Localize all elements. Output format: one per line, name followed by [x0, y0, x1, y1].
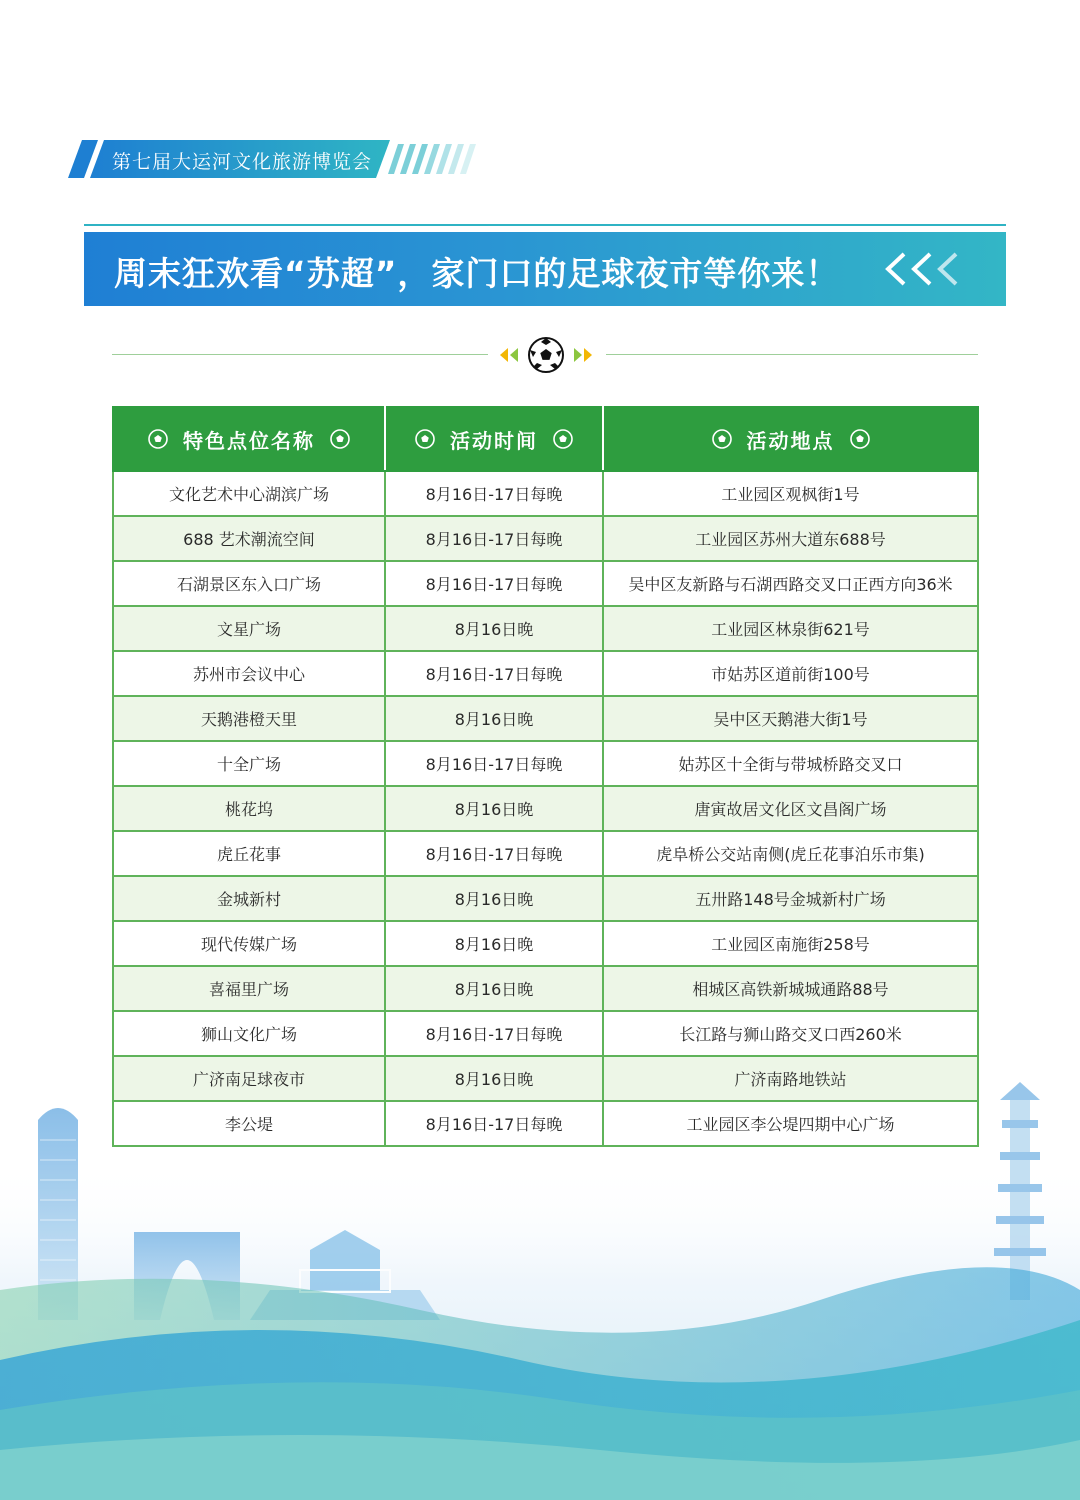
cell-name: 桃花坞 [113, 786, 385, 831]
cell-time: 8月16日晚 [385, 876, 603, 921]
soccer-ball-icon [414, 428, 436, 450]
cell-name: 喜福里广场 [113, 966, 385, 1011]
cell-time: 8月16日-17日每晚 [385, 741, 603, 786]
soccer-ball-icon [552, 428, 574, 450]
cell-place: 唐寅故居文化区文昌阁广场 [603, 786, 978, 831]
cell-time: 8月16日-17日每晚 [385, 561, 603, 606]
cell-name: 天鹅港橙天里 [113, 696, 385, 741]
soccer-ball-icon [711, 428, 733, 450]
cell-place: 吴中区友新路与石湖西路交叉口正西方向36米 [603, 561, 978, 606]
chevrons-left-icon [882, 250, 966, 288]
cell-name: 十全广场 [113, 741, 385, 786]
venue-table [112, 406, 977, 1147]
cell-name: 688 艺术潮流空间 [113, 516, 385, 561]
cell-name: 广济南足球夜市 [113, 1056, 385, 1101]
banner-top-line [84, 224, 1006, 226]
cell-time: 8月16日-17日每晚 [385, 1011, 603, 1056]
header-location [603, 407, 978, 471]
cell-time: 8月16日-17日每晚 [385, 1101, 603, 1146]
cell-time: 8月16日晚 [385, 786, 603, 831]
table-row [113, 876, 978, 921]
cell-place: 长江路与狮山路交叉口西260米 [603, 1011, 978, 1056]
table-row [113, 606, 978, 651]
table-row [113, 741, 978, 786]
event-tag [68, 140, 478, 178]
banner-title: 周末狂欢看“苏超”，家门口的足球夜市等你来！ [114, 254, 840, 293]
cell-name: 金城新村 [113, 876, 385, 921]
table-row [113, 921, 978, 966]
table-row [113, 966, 978, 1011]
cell-time: 8月16日-17日每晚 [385, 471, 603, 516]
cell-name: 虎丘花事 [113, 831, 385, 876]
title-banner [84, 232, 1006, 306]
cell-name: 狮山文化广场 [113, 1011, 385, 1056]
cell-time: 8月16日晚 [385, 696, 603, 741]
cell-place: 工业园区林泉街621号 [603, 606, 978, 651]
cell-place: 姑苏区十全街与带城桥路交叉口 [603, 741, 978, 786]
divider-ornament [496, 334, 596, 376]
cell-time: 8月16日-17日每晚 [385, 831, 603, 876]
table-row [113, 561, 978, 606]
cell-time: 8月16日-17日每晚 [385, 516, 603, 561]
cell-place: 工业园区李公堤四期中心广场 [603, 1101, 978, 1146]
soccer-ball-icon [329, 428, 351, 450]
arrow-left-icon [500, 348, 508, 362]
cell-name: 现代传媒广场 [113, 921, 385, 966]
cell-place: 工业园区观枫街1号 [603, 471, 978, 516]
divider-line-right [606, 354, 978, 355]
header-time [385, 407, 603, 471]
table-header-row [113, 407, 978, 471]
cell-time: 8月16日晚 [385, 1056, 603, 1101]
cell-place: 工业园区南施街258号 [603, 921, 978, 966]
cell-time: 8月16日-17日每晚 [385, 651, 603, 696]
cell-place: 虎阜桥公交站南侧(虎丘花事泊乐市集) [603, 831, 978, 876]
table-row [113, 471, 978, 516]
table-row [113, 696, 978, 741]
cell-time: 8月16日晚 [385, 966, 603, 1011]
event-tag-text: 第七届大运河文化旅游博览会 [112, 151, 373, 173]
cell-place: 工业园区苏州大道东688号 [603, 516, 978, 561]
header-label: 活动地点 [746, 428, 835, 453]
divider-line-left [112, 354, 488, 355]
table-row [113, 651, 978, 696]
header-label: 活动时间 [450, 428, 538, 453]
cell-time: 8月16日晚 [385, 606, 603, 651]
cell-name: 文化艺术中心湖滨广场 [113, 471, 385, 516]
table-row [113, 516, 978, 561]
skyline-illustration [0, 1060, 1080, 1500]
cell-place: 吴中区天鹅港大街1号 [603, 696, 978, 741]
table-row [113, 786, 978, 831]
table-row [113, 1011, 978, 1056]
soccer-ball-icon [147, 428, 169, 450]
header-label: 特色点位名称 [183, 428, 315, 453]
cell-name: 李公堤 [113, 1101, 385, 1146]
cell-name: 文星广场 [113, 606, 385, 651]
cell-place: 广济南路地铁站 [603, 1056, 978, 1101]
soccer-ball-icon [529, 338, 563, 372]
soccer-ball-icon [849, 428, 871, 450]
header-venue-name [113, 407, 385, 471]
table-row [113, 831, 978, 876]
cell-time: 8月16日晚 [385, 921, 603, 966]
arrow-right-icon [574, 348, 582, 362]
cell-name: 苏州市会议中心 [113, 651, 385, 696]
cell-name: 石湖景区东入口广场 [113, 561, 385, 606]
cell-place: 五卅路148号金城新村广场 [603, 876, 978, 921]
cell-place: 相城区高铁新城城通路88号 [603, 966, 978, 1011]
cell-place: 市姑苏区道前街100号 [603, 651, 978, 696]
